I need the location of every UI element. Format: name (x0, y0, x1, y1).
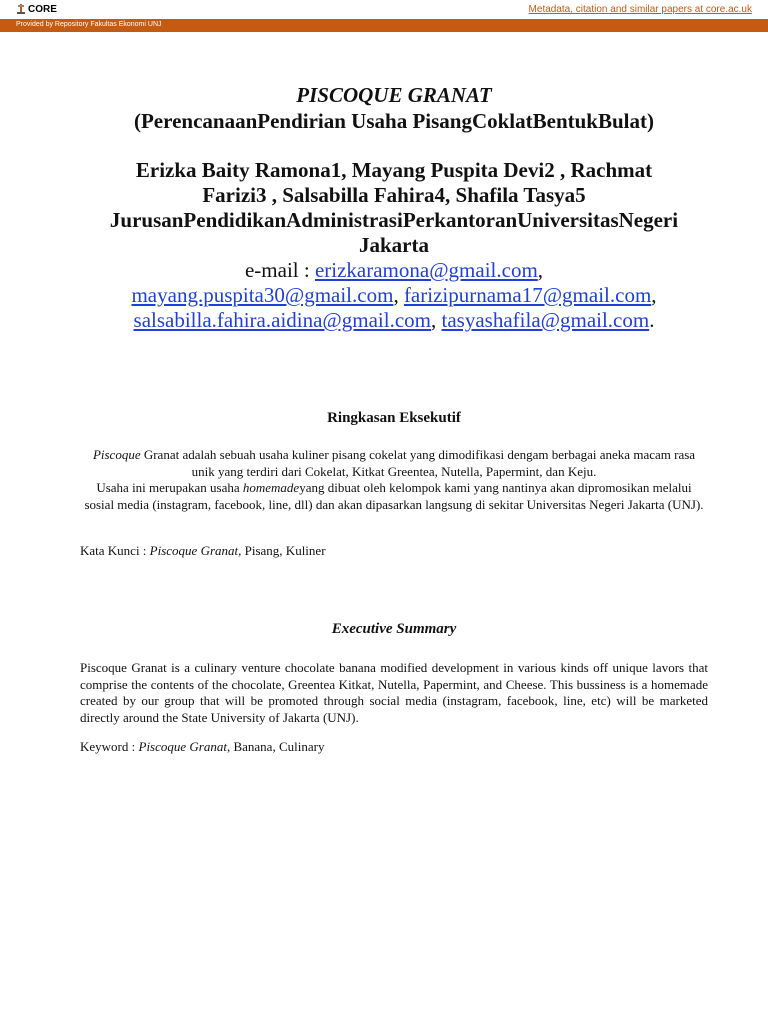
email-link-3[interactable]: farizipurnama17@gmail.com (403, 283, 652, 307)
paper-subtitle: (PerencanaanPendirian Usaha PisangCoklatBentukBulat) (133, 109, 654, 133)
core-header-bar (0, 0, 768, 20)
provided-by-bar (0, 20, 768, 32)
kata-kunci-label: Kata Kunci : (80, 543, 150, 558)
ringkasan-text-1: Granat adalah sebuah usaha kuliner pisang cokelat yang dimodifikasi dengam berbagai aneka macam rasa unik yang terdiri dari Cokelat, Kitkat Greentea, Nutella, Papermint, dan Keju. (140, 447, 696, 479)
paper-header (60, 82, 728, 333)
kata-kunci-italic: Piscoque Granat (149, 543, 239, 558)
core-metadata-link[interactable]: Metadata, citation and similar papers at core.ac.uk (528, 4, 752, 15)
ringkasan-italic-1: Piscoque (92, 447, 141, 462)
authors-line-2: Farizi3 , Salsabilla Fahira4, Shafila Tasya5 (202, 183, 586, 207)
paper-title: PISCOQUE GRANAT (296, 83, 492, 107)
keyword-rest: , Banana, Culinary (226, 739, 325, 754)
keyword-line (80, 739, 324, 755)
provided-by-text: Provided by Repository Fakultas Ekonomi UNJ (16, 21, 162, 28)
core-logo-text: CORE (28, 3, 57, 15)
executive-summary-paragraph: Piscoque Granat is a culinary venture chocolate banana modified development in various kinds off unique lavors that comprise the contents of the chocolate, Greentea Kitkat, Nutella, Papermint, and Cheese. This bussiness is a homemade created by our group that will be promoted through social media (instagram, facebook, line, etc) will be marketed directly around the State University of Jakarta (UNJ). (80, 660, 708, 725)
kata-kunci-rest: , Pisang, Kuliner (238, 543, 326, 558)
author-list (60, 158, 728, 258)
authors-line-1: Erizka Baity Ramona1, Mayang Puspita Devi2 , Rachmat (135, 158, 653, 182)
email-link-1[interactable]: erizkaramona@gmail.com (314, 258, 538, 282)
ringkasan-text-2a: Usaha ini merupakan usaha (96, 480, 243, 495)
affiliation-line-1: JurusanPendidikanAdministrasiPerkantoranUniversitasNegeri (109, 208, 679, 232)
core-logo-icon (16, 3, 26, 15)
email-label: e-mail : (244, 258, 315, 282)
affiliation-line-2: Jakarta (359, 233, 429, 257)
ringkasan-paragraph (80, 447, 708, 513)
kata-kunci (80, 543, 326, 559)
ringkasan-heading: Ringkasan Eksekutif (327, 410, 461, 426)
keyword-label: Keyword : (80, 739, 139, 754)
ringkasan-italic-2: homemade (242, 480, 300, 495)
executive-summary-heading: Executive Summary (331, 621, 457, 637)
keyword-italic: Piscoque Granat (138, 739, 227, 754)
email-link-5[interactable]: tasyashafila@gmail.com (441, 308, 650, 332)
email-block: e-mail : erizkaramona@gmail.com, mayang.puspita30@gmail.com, farizipurnama17@gmail.com, salsabilla.fahira.aidina@gmail.com, tasyashafila@gmail.com. (131, 258, 657, 332)
core-logo[interactable] (16, 3, 57, 15)
email-link-4[interactable]: salsabilla.fahira.aidina@gmail.com (133, 308, 432, 332)
email-link-2[interactable]: mayang.puspita30@gmail.com (131, 283, 394, 307)
ringkasan-text-2b: yang dibuat oleh kelompok kami yang nantinya akan dipromosikan melalui sosial media (instagram, facebook, line, dll) dan akan dipasarkan langsung di sekitar Universitas Negeri Jakarta (UNJ). (84, 480, 704, 512)
